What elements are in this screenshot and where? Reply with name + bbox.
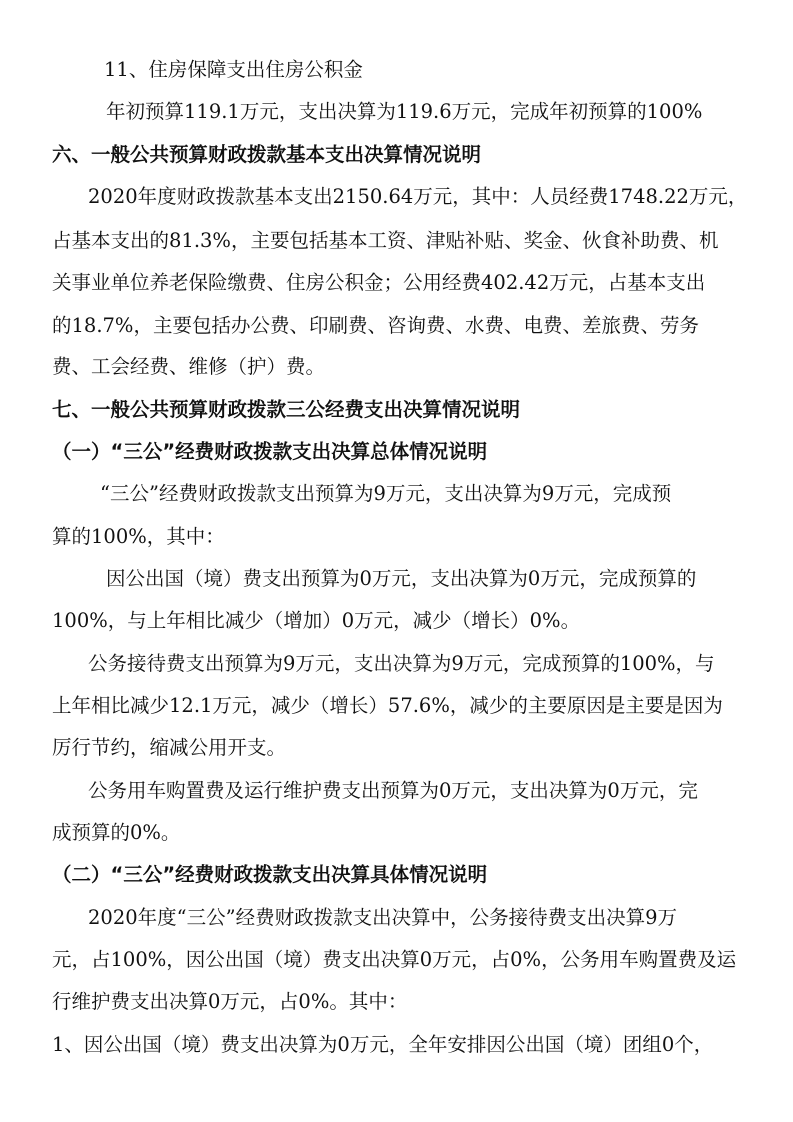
paragraph-line: 2020年度财政拨款基本支出2150.64万元，其中：人员经费1748.22万元， — [88, 185, 748, 208]
paragraph-line: 的18.7%，主要包括办公费、印刷费、咨询费、水费、电费、差旅费、劳务 — [52, 314, 699, 337]
paragraph-line: 元，占100%，因公出国（境）费支出决算0万元，占0%，公务用车购置费及运 — [52, 948, 737, 971]
subsection-heading-1: （一）“三公”经费财政拨款支出决算总体情况说明 — [52, 440, 488, 463]
paragraph-line: 公务接待费支出预算为9万元，支出决算为9万元，完成预算的100%，与 — [88, 652, 715, 675]
section-heading-6: 六、一般公共预算财政拨款基本支出决算情况说明 — [52, 143, 482, 166]
paragraph-line: 算的100%，其中： — [52, 525, 225, 548]
subsection-heading-2: （二）“三公”经费财政拨款支出决算具体情况说明 — [52, 863, 488, 886]
paragraph-line: 行维护费支出决算0万元，占0%。其中： — [52, 990, 408, 1013]
paragraph-line: 费、工会经费、维修（护）费。 — [52, 355, 326, 378]
paragraph-line: 1、因公出国（境）费支出决算为0万元，全年安排因公出国（境）团组0个， — [52, 1033, 714, 1056]
paragraph-line: 100%，与上年相比减少（增加）0万元，减少（增长）0%。 — [52, 609, 581, 632]
paragraph-line: 成预算的0%。 — [52, 821, 181, 844]
paragraph-line: 因公出国（境）费支出预算为0万元，支出决算为0万元，完成预算的 — [106, 567, 697, 590]
paragraph-line: 关事业单位养老保险缴费、住房公积金；公用经费402.42万元，占基本支出 — [52, 271, 706, 294]
paragraph-line: 上年相比减少12.1万元，减少（增长）57.6%，减少的主要原因是主要是因为 — [52, 694, 723, 717]
paragraph-line: “三公”经费财政拨款支出预算为9万元，支出决算为9万元，完成预 — [100, 482, 672, 505]
section-item-11-heading: 11、住房保障支出住房公积金 — [104, 58, 363, 81]
paragraph-line: 厉行节约，缩减公用开支。 — [52, 736, 287, 759]
paragraph-line: 年初预算119.1万元，支出决算为119.6万元，完成年初预算的100% — [106, 100, 703, 123]
paragraph-line: 公务用车购置费及运行维护费支出预算为0万元，支出决算为0万元，完 — [88, 779, 698, 802]
section-heading-7: 七、一般公共预算财政拨款三公经费支出决算情况说明 — [52, 398, 521, 421]
paragraph-line: 占基本支出的81.3%，主要包括基本工资、津贴补贴、奖金、伙食补助费、机 — [52, 229, 719, 252]
paragraph-line: 2020年度“三公”经费财政拨款支出决算中，公务接待费支出决算9万 — [88, 906, 677, 929]
